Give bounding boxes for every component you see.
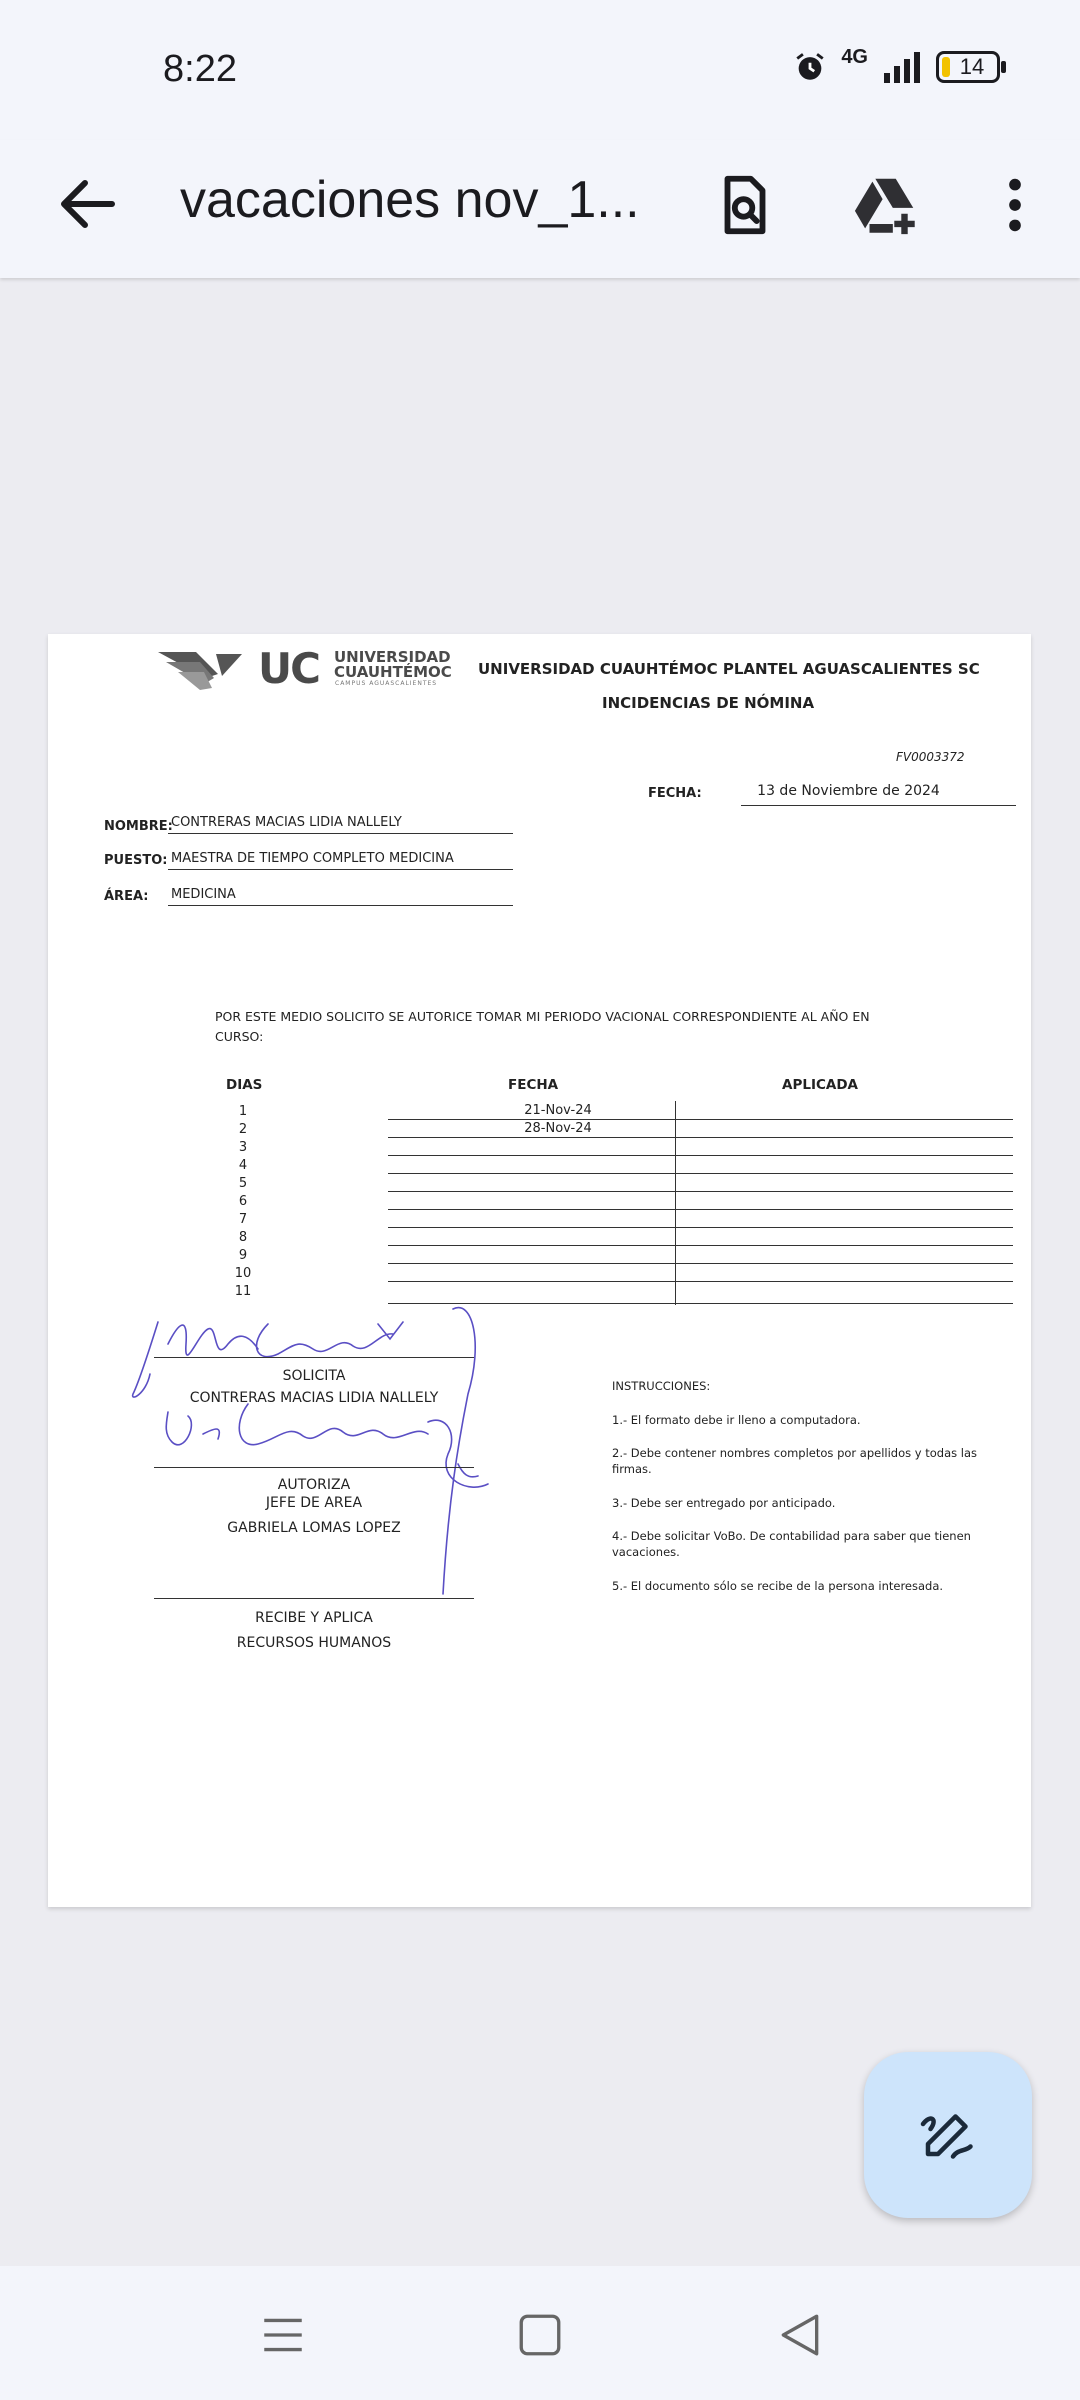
logo-initials: UC bbox=[258, 644, 319, 693]
fecha-label: FECHA: bbox=[648, 786, 702, 801]
document-page[interactable] bbox=[48, 634, 1031, 1907]
vacation-date: 21-Nov-24 bbox=[524, 1103, 592, 1118]
day-number: 9 bbox=[238, 1248, 248, 1263]
table-row-line bbox=[388, 1227, 1013, 1228]
table-row-line bbox=[388, 1209, 1013, 1210]
field-value-puesto: MAESTRA DE TIEMPO COMPLETO MEDICINA bbox=[168, 851, 513, 870]
day-number: 6 bbox=[238, 1194, 248, 1209]
header-subtitle: INCIDENCIAS DE NÓMINA bbox=[602, 694, 815, 712]
field-label-area: ÁREA: bbox=[104, 889, 149, 904]
home-square-icon[interactable] bbox=[515, 2310, 565, 2360]
more-vert-icon[interactable] bbox=[980, 170, 1050, 240]
status-bar bbox=[0, 0, 1080, 140]
logo-subtext: CAMPUS AGUASCALIENTES bbox=[335, 680, 438, 687]
table-row-line bbox=[388, 1245, 1013, 1246]
signature-line-recibe bbox=[154, 1598, 474, 1599]
signal-icon bbox=[882, 51, 922, 83]
request-text: POR ESTE MEDIO SOLICITO SE AUTORICE TOMAR MI PERIODO VACIONAL CORRESPONDIENTE AL AÑO EN CURSO: bbox=[215, 1009, 870, 1044]
column-fecha: FECHA bbox=[508, 1077, 559, 1093]
arrow-left-icon[interactable] bbox=[52, 168, 124, 240]
day-number: 10 bbox=[234, 1266, 252, 1281]
signature-recibe-dept: RECURSOS HUMANOS bbox=[236, 1635, 392, 1651]
instruction-item: 3.- Debe ser entregado por anticipado. bbox=[612, 1496, 836, 1510]
handwritten-signatures bbox=[128, 1304, 548, 1604]
instruction-item: 2.- Debe contener nombres completos por apellidos y todas las firmas. bbox=[612, 1446, 978, 1476]
menu-icon[interactable] bbox=[258, 2310, 308, 2360]
app-toolbar bbox=[0, 140, 1080, 278]
vacation-date: 28-Nov-24 bbox=[524, 1121, 592, 1136]
field-value-nombre: CONTRERAS MACIAS LIDIA NALLELY bbox=[168, 815, 513, 834]
table-row-line bbox=[388, 1137, 1013, 1138]
signature-autoriza-role: JEFE DE AREA bbox=[265, 1495, 363, 1511]
day-number: 2 bbox=[238, 1122, 248, 1137]
signature-autoriza-name: GABRIELA LOMAS LOPEZ bbox=[227, 1520, 401, 1536]
field-label-puesto: PUESTO: bbox=[104, 853, 168, 868]
day-number: 5 bbox=[238, 1176, 248, 1191]
status-time: 8:22 bbox=[163, 48, 237, 90]
document-title: vacaciones nov_1... bbox=[180, 171, 640, 229]
field-value-area: MEDICINA bbox=[168, 887, 513, 906]
table-row-line bbox=[388, 1155, 1013, 1156]
fecha-value: 13 de Noviembre de 2024 bbox=[741, 783, 1016, 806]
battery-icon bbox=[936, 51, 1000, 83]
signature-line-solicita bbox=[154, 1357, 474, 1358]
system-nav-bar bbox=[0, 2266, 1080, 2400]
day-number: 4 bbox=[238, 1158, 248, 1173]
instruction-item: 5.- El documento sólo se recibe de la persona interesada. bbox=[612, 1579, 944, 1593]
status-icons bbox=[793, 45, 1000, 84]
header-title: UNIVERSIDAD CUAUHTÉMOC PLANTEL AGUASCALIENTES SC bbox=[478, 660, 980, 678]
edit-pen-icon bbox=[918, 2104, 978, 2164]
day-number: 1 bbox=[238, 1104, 248, 1119]
university-logo bbox=[156, 648, 246, 692]
table-row-line bbox=[388, 1119, 1013, 1120]
document-search-icon[interactable] bbox=[710, 170, 780, 240]
table-row-line bbox=[388, 1191, 1013, 1192]
column-aplicada: APLICADA bbox=[782, 1077, 858, 1093]
field-label-nombre: NOMBRE: bbox=[104, 819, 173, 834]
instructions-title: INSTRUCCIONES: bbox=[612, 1379, 711, 1393]
table-row-line bbox=[388, 1173, 1013, 1174]
table-column-divider bbox=[675, 1101, 676, 1305]
network-type: 4G bbox=[841, 45, 868, 68]
day-number: 7 bbox=[238, 1212, 248, 1227]
day-number: 3 bbox=[238, 1140, 248, 1155]
battery-level: 14 bbox=[959, 54, 985, 79]
drive-add-icon[interactable] bbox=[852, 170, 922, 240]
signature-recibe-label: RECIBE Y APLICA bbox=[255, 1610, 373, 1626]
logo-text: UNIVERSIDAD CUAUHTÉMOC bbox=[334, 648, 452, 681]
column-dias: DIAS bbox=[226, 1077, 263, 1093]
instruction-item: 4.- Debe solicitar VoBo. De contabilidad para saber que tienen vacaciones. bbox=[612, 1529, 971, 1559]
signature-solicita-label: SOLICITA bbox=[282, 1368, 346, 1384]
day-number: 11 bbox=[234, 1284, 252, 1299]
signature-solicita-name: CONTRERAS MACIAS LIDIA NALLELY bbox=[189, 1390, 439, 1406]
day-number: 8 bbox=[238, 1230, 248, 1245]
folio-number: FV0003372 bbox=[896, 750, 965, 764]
edit-fab-button[interactable] bbox=[864, 2052, 1032, 2218]
instruction-item: 1.- El formato debe ir lleno a computadora. bbox=[612, 1413, 861, 1427]
signature-autoriza-label: AUTORIZA bbox=[277, 1477, 351, 1493]
table-row-line bbox=[388, 1281, 1013, 1282]
signature-line-autoriza bbox=[154, 1467, 474, 1468]
alarm-icon bbox=[793, 50, 827, 84]
table-row-line bbox=[388, 1263, 1013, 1264]
back-triangle-icon[interactable] bbox=[775, 2310, 825, 2360]
